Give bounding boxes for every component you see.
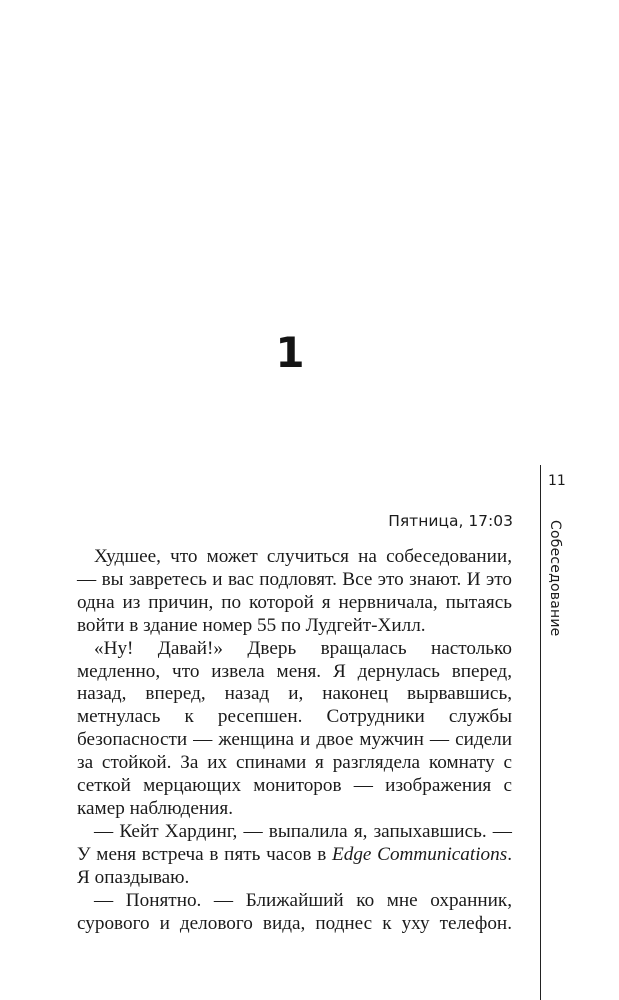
paragraph-3 (77, 821, 512, 890)
section-heading: Пятница, 17:03 (388, 512, 513, 530)
paragraph-3-text-start: — Кейт Хардинг, — выпалила я, запыхавшись. — У меня встреча в пять часов в (77, 820, 512, 865)
paragraph-3-text-end: . Я опаздываю. (77, 843, 512, 888)
chapter-number: 1 (275, 328, 305, 377)
paragraph-2: «Ну! Давай!» Дверь вращалась настолько медленно, что извела меня. Я дернулась вперед, назад, вперед, назад и, наконец вырвавшись, метнулась к ресепшен. Сотрудники службы безопасности — женщина и двое мужчин — сидели за стойкой. За их спинами я разглядела комнату с сеткой мерцающих мониторов — изображения с камер наблюдения. (77, 637, 512, 819)
margin-rule (540, 465, 541, 1000)
paragraph-1: Худшее, что может случиться на собеседовании, — вы завретесь и вас подловят. Все это знают. И это одна из причин, по которой я нервничала, пытаясь войти в здание номер 55 по Лудгейт-Хилл. (77, 546, 512, 636)
body-text (77, 546, 512, 935)
company-name: Edge Communications (332, 843, 508, 865)
running-head: Собеседование (547, 520, 563, 637)
page-number: 11 (548, 473, 566, 489)
paragraph-4: — Понятно. — Ближайший ко мне охранник, сурового и делового вида, поднес к уху телефон. (77, 889, 512, 934)
